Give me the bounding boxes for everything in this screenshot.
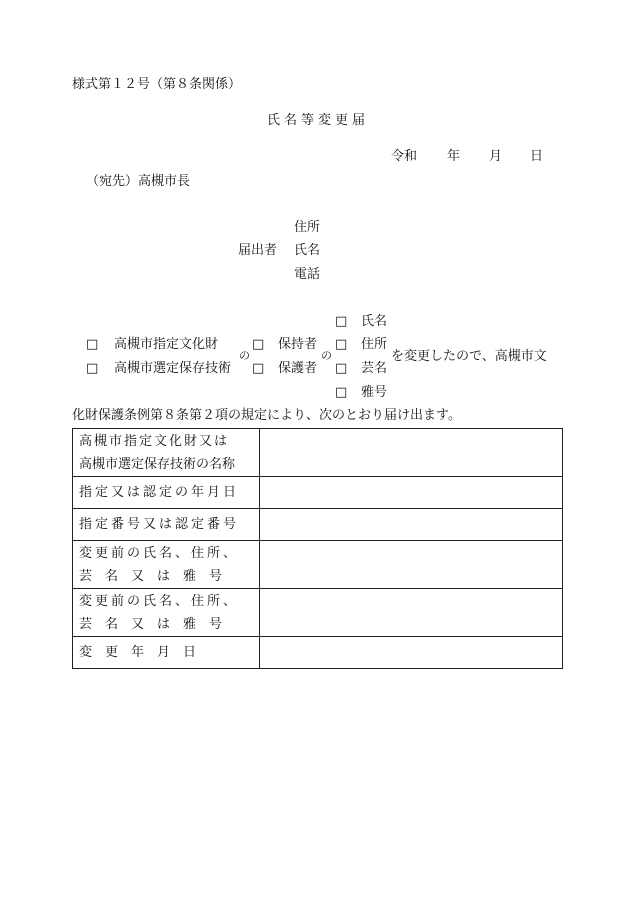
table-row [73, 541, 563, 589]
row-label-line: 変更前の氏名、住所、 [79, 545, 240, 561]
table-row [73, 589, 563, 637]
date-era: 令和 [391, 149, 418, 164]
row-label [73, 541, 260, 589]
table-row [73, 509, 563, 541]
document-title: 氏名等変更届 [267, 113, 370, 128]
form-number: 様式第１２号（第８条関係） [72, 77, 242, 92]
sentence-line-2: 化財保護条例第８条第２項の規定により、次のとおり届け出ます。 [72, 408, 461, 423]
row-label-line: 高槻市指定文化財又は [79, 433, 230, 449]
checkbox[interactable]: □ [252, 337, 265, 352]
option-address: 住所 [361, 337, 388, 352]
option-holder: 保持者 [278, 337, 318, 352]
checkbox[interactable]: □ [335, 385, 348, 400]
applicant-name-label: 氏名 [294, 243, 321, 258]
row-label-line: 芸 名 又 は 雅 号 [79, 568, 223, 584]
row-label-line: 芸 名 又 は 雅 号 [79, 616, 223, 632]
row-label-line: 変 更 年 月 日 [79, 645, 197, 660]
row-label-line: 高槻市選定保存技術の名称 [79, 456, 236, 472]
row-label [73, 429, 260, 477]
connector-no: の [321, 349, 332, 362]
row-label [73, 477, 260, 509]
row-value-field[interactable] [260, 429, 563, 477]
applicant-label: 届出者 [238, 243, 278, 258]
row-label-line: 指定番号又は認定番号 [79, 517, 240, 532]
checkbox[interactable]: □ [335, 361, 348, 376]
row-label-line: 指定又は認定の年月日 [79, 485, 240, 500]
option-stage-name: 芸名 [361, 361, 388, 376]
option-pen-name: 雅号 [361, 385, 388, 400]
applicant-phone-label: 電話 [294, 267, 321, 282]
applicant-address-label: 住所 [294, 220, 321, 235]
checkbox[interactable]: □ [335, 337, 348, 352]
row-value-field[interactable] [260, 637, 563, 669]
row-label [73, 509, 260, 541]
checkbox[interactable]: □ [86, 337, 99, 352]
change-form-table [72, 428, 563, 669]
option-selected-preservation-technique: 高槻市選定保存技術 [114, 361, 232, 376]
row-label-line: 変更前の氏名、住所、 [79, 593, 240, 609]
table-row [73, 429, 563, 477]
option-name: 氏名 [361, 314, 388, 329]
table-row [73, 477, 563, 509]
row-label [73, 589, 260, 637]
row-value-field[interactable] [260, 477, 563, 509]
checkbox[interactable]: □ [252, 361, 265, 376]
row-value-field[interactable] [260, 589, 563, 637]
date-year: 年 [447, 149, 461, 164]
row-value-field[interactable] [260, 541, 563, 589]
date-day: 日 [530, 149, 544, 164]
checkbox[interactable]: □ [335, 314, 348, 329]
addressee: （宛先）高槻市長 [86, 174, 191, 189]
checkbox[interactable]: □ [86, 361, 99, 376]
row-value-field[interactable] [260, 509, 563, 541]
sentence-tail: を変更したので、高槻市文 [391, 349, 547, 364]
option-guardian: 保護者 [278, 361, 318, 376]
option-designated-cultural-property: 高槻市指定文化財 [114, 337, 219, 352]
table-row [73, 637, 563, 669]
row-label [73, 637, 260, 669]
connector-no: の [239, 349, 250, 362]
date-month: 月 [489, 149, 503, 164]
